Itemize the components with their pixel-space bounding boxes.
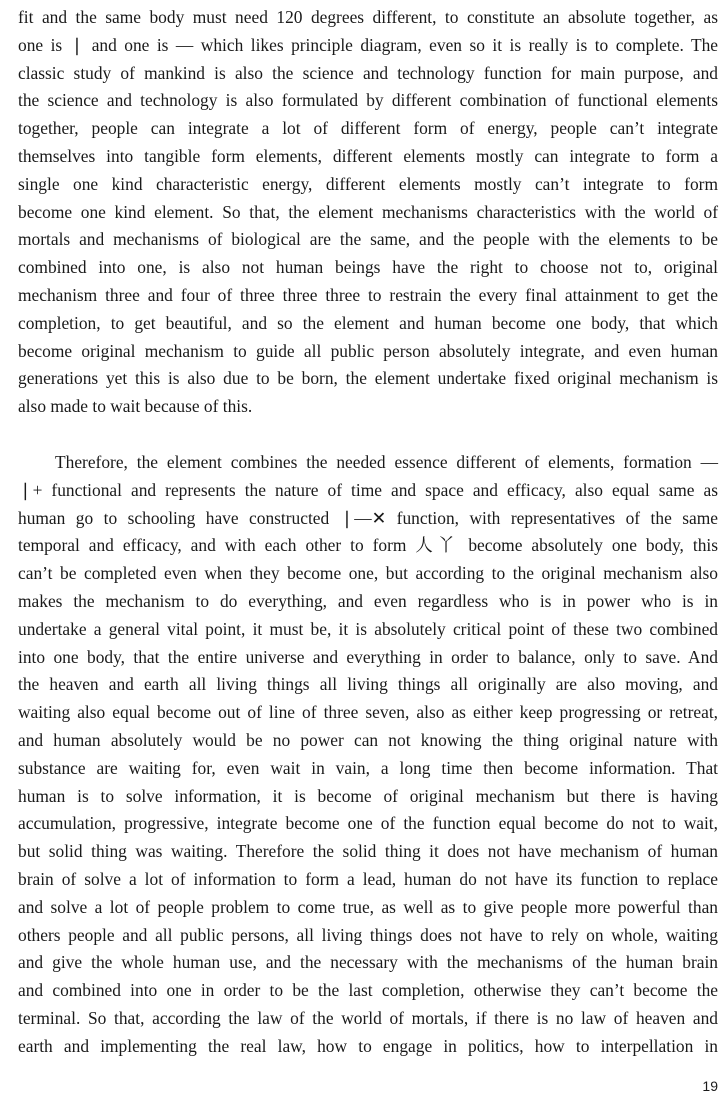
text-line: can’t be completed even when they become one, but according to the original mechanism also [18,563,718,584]
text-line: one is ❘ and one is — which likes principle diagram, even so it is really is to complete. The [18,34,718,55]
text-line: others people and all public persons, all living things does not have to rely on whole, waiting [18,924,718,945]
text-line: classic study of mankind is also the science and technology function for main purpose, and [18,62,718,83]
text-line: into one body, that the entire universe and everything in order to balance, only to save. And [18,646,718,667]
text-line: fit and the same body must need 120 degrees different, to constitute an absolute together, as [18,7,718,27]
text-line: accumulation, progressive, integrate become one of the function equal become do not to wait, [18,813,718,834]
text-line: human is to solve information, it is become of original mechanism but there is having [18,785,718,806]
text-line: ❘+ functional and represents the nature of time and space and efficacy, also equal same as [18,479,718,500]
text-line: and give the whole human use, and the necessary with the mechanisms of the human brain [18,952,718,973]
page-number: 19 [702,1078,718,1094]
text-line: and combined into one in order to be the last completion, otherwise they can’t become the [18,980,718,1001]
text-line: brain of solve a lot of information to form a lead, human do not have its function to replace [18,868,718,889]
text-line: single one kind characteristic energy, different elements mostly can’t integrate to form [18,173,718,194]
paragraph-2 [18,449,718,1061]
paragraph-1 [18,4,718,421]
text-line: substance are waiting for, even wait in vain, a long time then become information. That [18,757,718,778]
text-line: and solve a lot of people problem to come true, as well as to give people more powerful than [18,896,718,917]
text-line: also made to wait because of this. [18,396,253,417]
text-line: but solid thing was waiting. Therefore the solid thing it does not have mechanism of human [18,841,718,862]
text-line: earth and implementing the real law, how to engage in politics, how to interpellation in [18,1035,718,1056]
text-line: themselves into tangible form elements, different elements mostly can integrate to form a [18,145,718,166]
text-line: together, people can integrate a lot of different form of energy, people can’t integrate [18,118,718,139]
text-line: combined into one, is also not human beings have the right to choose not to, original [18,257,718,278]
text-line: mortals and mechanisms of biological are the same, and the people with the elements to be [18,229,718,250]
text-line: become original mechanism to guide all public person absolutely integrate, and even human [18,340,718,361]
text-line: waiting also equal become out of line of three seven, also as either keep progressing or retreat, [18,702,718,723]
text-line: undertake a general vital point, it must be, it is absolutely critical point of these two combined [18,618,718,639]
text-line: completion, to get beautiful, and so the element and human become one body, that which [18,312,718,333]
text-line: the heaven and earth all living things all living things all originally are also moving, and [18,674,718,695]
text-line: makes the mechanism to do everything, and even regardless who is in power who is in [18,590,718,611]
text-line: temporal and efficacy, and with each other to form 人丫 become absolutely one body, this [18,535,718,556]
text-line: and human absolutely would be no power can not knowing the thing original nature with [18,729,718,750]
text-line: human go to schooling have constructed ❘—✕ function, with representatives of the same [18,507,718,528]
text-line: mechanism three and four of three three three to restrain the every final attainment to get the [18,284,718,305]
text-line: the science and technology is also formulated by different combination of functional elements [18,90,718,111]
text-line: Therefore, the element combines the needed essence different of elements, formation — [55,452,718,472]
text-line: generations yet this is also due to be born, the element undertake fixed original mechanism is [18,368,718,389]
text-line: become one kind element. So that, the element mechanisms characteristics with the world of [18,201,718,222]
text-line: terminal. So that, according the law of the world of mortals, if there is no law of heaven and [18,1007,718,1028]
